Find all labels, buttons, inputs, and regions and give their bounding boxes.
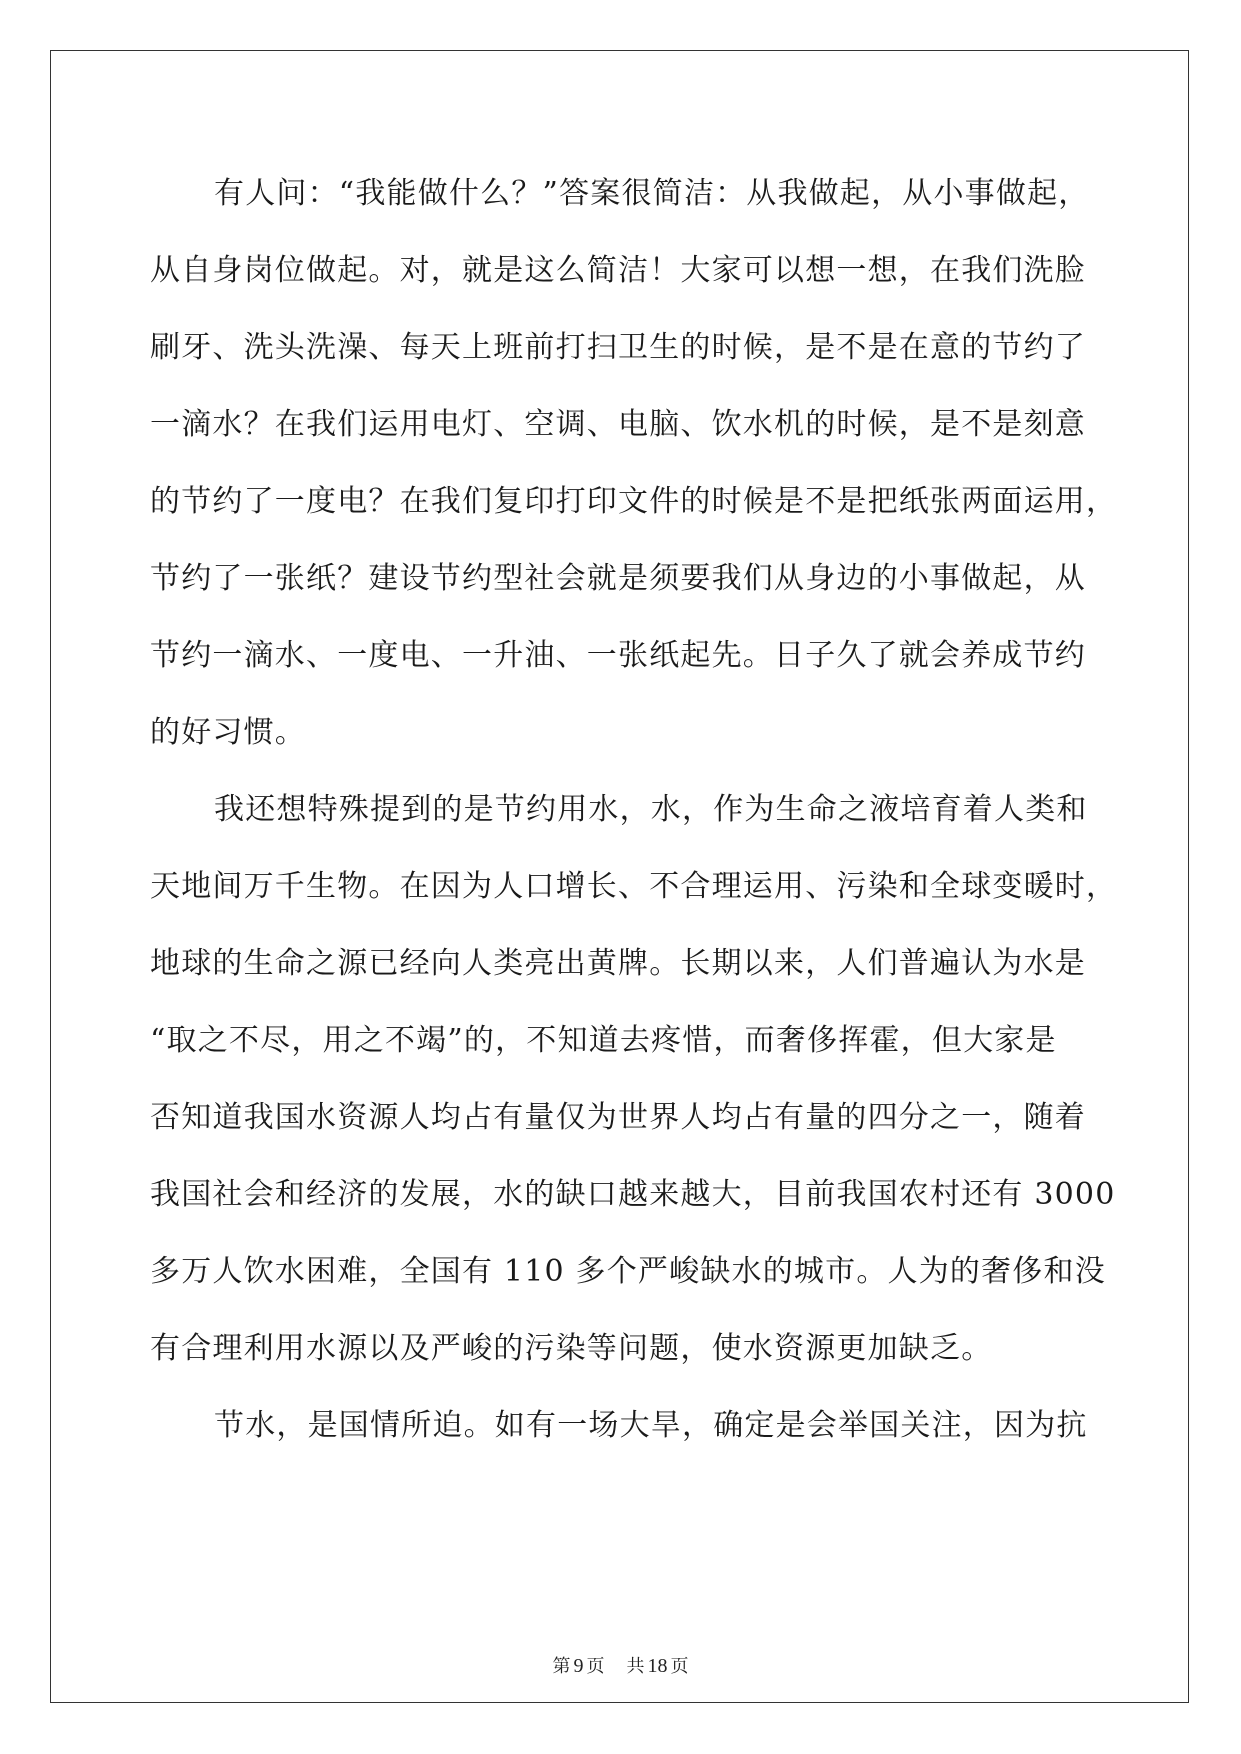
text-line: 刷牙、洗头洗澡、每天上班前打扫卫生的时候，是不是在意的节约了 [150, 330, 1086, 365]
text-line: 否知道我国水资源人均占有量仅为世界人均占有量的四分之一，随着 [150, 1100, 1086, 1135]
text-line: 有合理利用水源以及严峻的污染等问题，使水资源更加缺乏。 [150, 1331, 993, 1366]
text-line: 节水，是国情所迫。如有一场大旱，确定是会举国关注，因为抗 [214, 1408, 1088, 1443]
total-pages-suffix: 页 [670, 1656, 689, 1677]
page-number: 9 [573, 1655, 584, 1677]
text-line: “取之不尽，用之不竭”的，不知道去疼惜，而奢侈挥霍，但大家是 [150, 1023, 1057, 1058]
text-line: 的好习惯。 [150, 715, 306, 750]
text-line: 地球的生命之源已经向人类亮出黄牌。长期以来，人们普遍认为水是 [150, 946, 1086, 981]
text-line: 一滴水？在我们运用电灯、空调、电脑、饮水机的时候，是不是刻意 [150, 407, 1086, 442]
text-line: 的节约了一度电？在我们复印打印文件的时候是不是把纸张两面运用， [150, 484, 1118, 519]
page-number-prefix: 第 [552, 1656, 571, 1677]
text-line: 从自身岗位做起。对，就是这么简洁！大家可以想一想，在我们洗脸 [150, 253, 1086, 288]
page-footer [0, 1652, 1241, 1678]
text-line: 我还想特殊提到的是节约用水，水，作为生命之液培育着人类和 [214, 792, 1088, 827]
page-number-suffix: 页 [586, 1656, 605, 1677]
text-line: 节约了一张纸？建设节约型社会就是须要我们从身边的小事做起，从 [150, 561, 1086, 596]
document-body [150, 155, 1118, 1464]
text-line: 我国社会和经济的发展，水的缺口越来越大，目前我国农村还有 3000 [150, 1177, 1116, 1212]
text-line: 天地间万千生物。在因为人口增长、不合理运用、污染和全球变暖时， [150, 869, 1118, 904]
text-line: 有人问：“我能做什么？”答案很简洁：从我做起，从小事做起， [214, 176, 1090, 211]
text-line: 节约一滴水、一度电、一升油、一张纸起先。日子久了就会养成节约 [150, 638, 1086, 673]
total-pages-prefix: 共 [626, 1656, 645, 1677]
total-pages: 18 [647, 1655, 668, 1677]
text-line: 多万人饮水困难，全国有 110 多个严峻缺水的城市。人为的奢侈和没 [150, 1254, 1106, 1289]
